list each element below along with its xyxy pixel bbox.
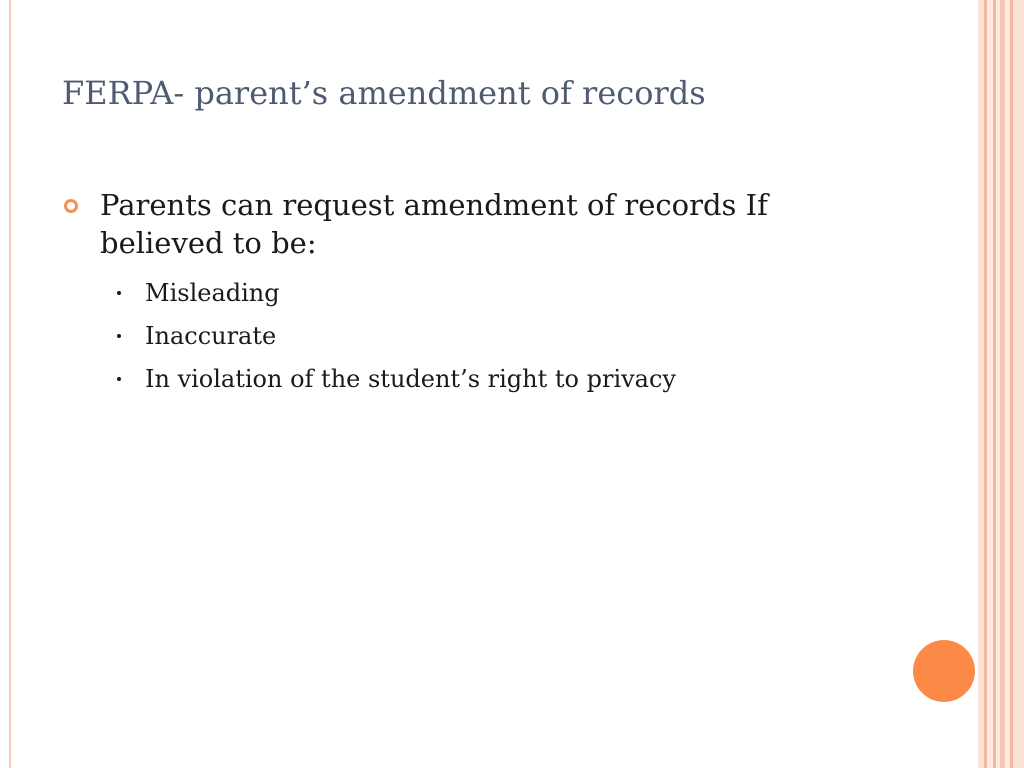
main-bullet-text: Parents can request amendment of records If believed to be: <box>100 188 768 260</box>
bullet-marker-icon <box>64 199 78 213</box>
sub-bullet-dot-icon <box>117 377 121 381</box>
right-stripe <box>1013 0 1024 768</box>
sub-bullet-text: Misleading <box>145 279 280 307</box>
sub-bullet-text: In violation of the student’s right to privacy <box>145 365 676 393</box>
slide-title: FERPA- parent’s amendment of records <box>62 74 706 112</box>
sub-bullet-dot-icon <box>117 334 121 338</box>
left-border-line <box>9 0 11 768</box>
sub-bullet-text: Inaccurate <box>145 322 277 350</box>
sub-bullet-dot-icon <box>117 291 121 295</box>
orange-circle-decoration <box>913 640 975 702</box>
